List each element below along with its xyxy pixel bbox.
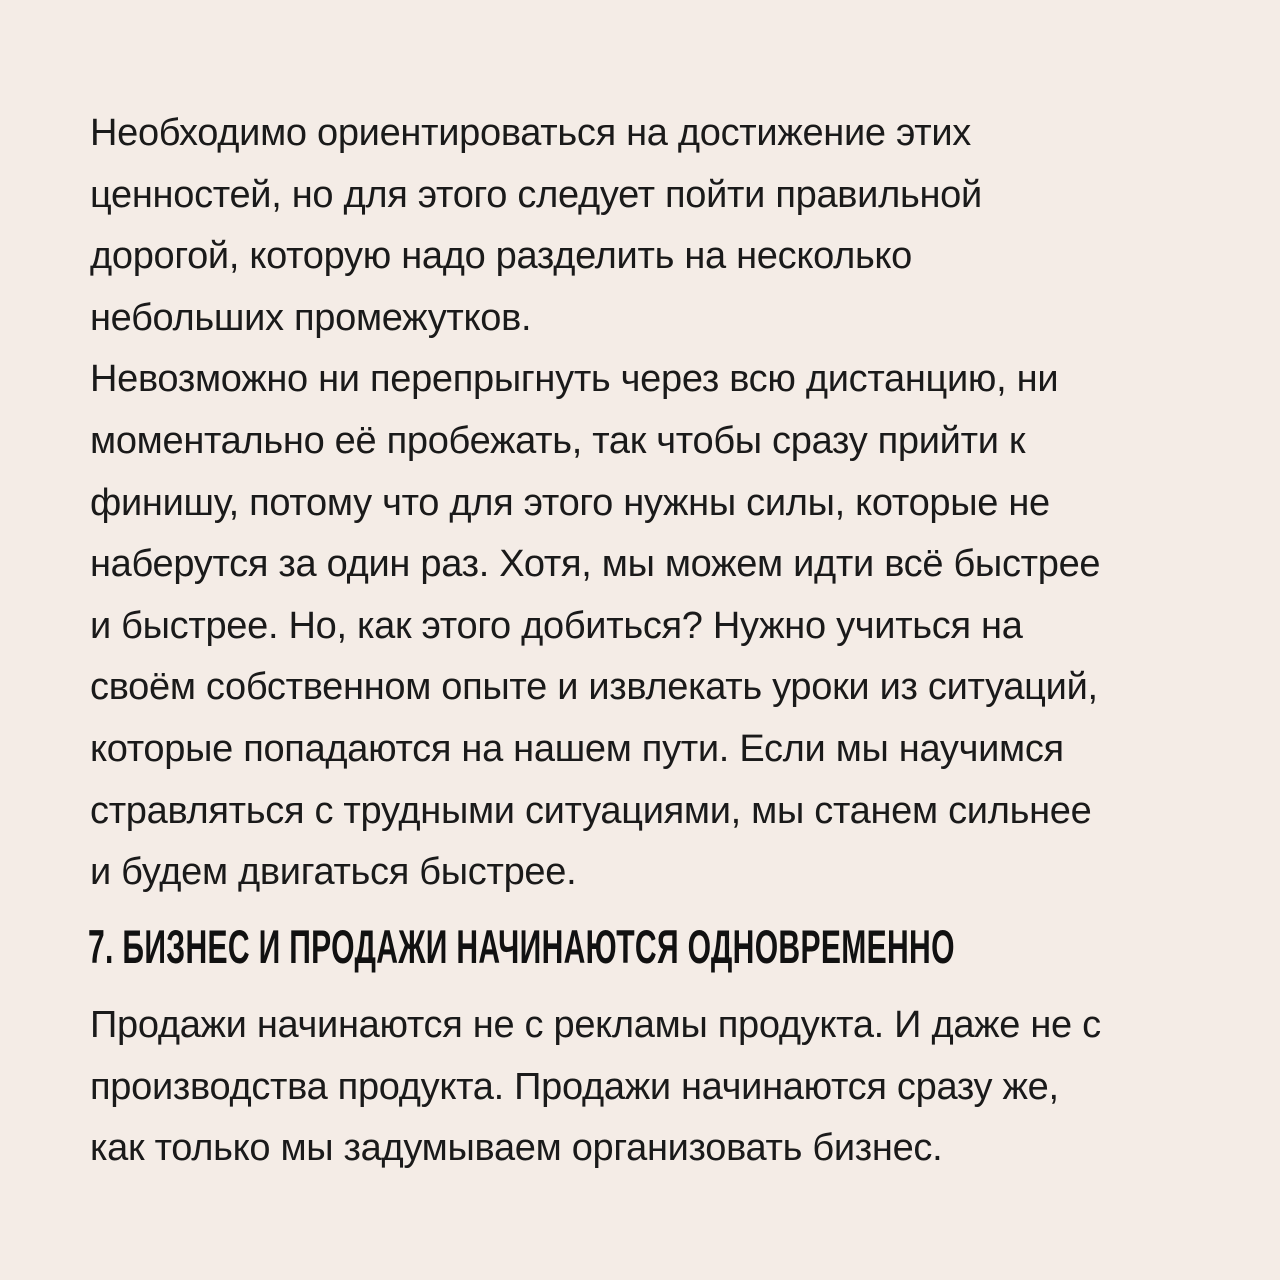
text-line: своём собственном опыте и извлекать уроки из ситуаций, [90, 666, 1098, 709]
section-paragraph [90, 995, 1260, 1180]
text-line: и будем двигаться быстрее. [90, 851, 577, 894]
text-line: наберутся за один раз. Хотя, мы можем идти всё быстрее [90, 543, 1101, 586]
section-heading: 7. БИЗНЕС И ПРОДАЖИ НАЧИНАЮТСЯ ОДНОВРЕМЕННО [88, 920, 955, 973]
text-line: и быстрее. Но, как этого добиться? Нужно учиться на [90, 604, 1023, 647]
text-line: которые попадаются на нашем пути. Если мы научимся [90, 727, 1064, 770]
intro-paragraph [90, 103, 1260, 904]
text-line: моментально её пробежать, так чтобы сразу прийти к [90, 419, 1026, 462]
text-line: производства продукта. Продажи начинаются сразу же, [90, 1065, 1059, 1108]
text-line: стравляться с трудными ситуациями, мы станем сильнее [90, 789, 1092, 832]
text-line: Продажи начинаются не с рекламы продукта. И даже не с [90, 1004, 1101, 1046]
text-line: Необходимо ориентироваться на достижение этих [90, 112, 971, 154]
text-line: как только мы задумываем организовать бизнес. [90, 1127, 943, 1170]
text-line: дорогой, которую надо разделить на несколько [90, 235, 913, 278]
text-line: небольших промежутков. [90, 296, 532, 339]
text-line: ценностей, но для этого следует пойти правильной [90, 173, 982, 216]
text-line: Невозможно ни перепрыгнуть через всю дистанцию, ни [90, 358, 1059, 401]
text-line: финишу, потому что для этого нужны силы, которые не [90, 481, 1050, 524]
